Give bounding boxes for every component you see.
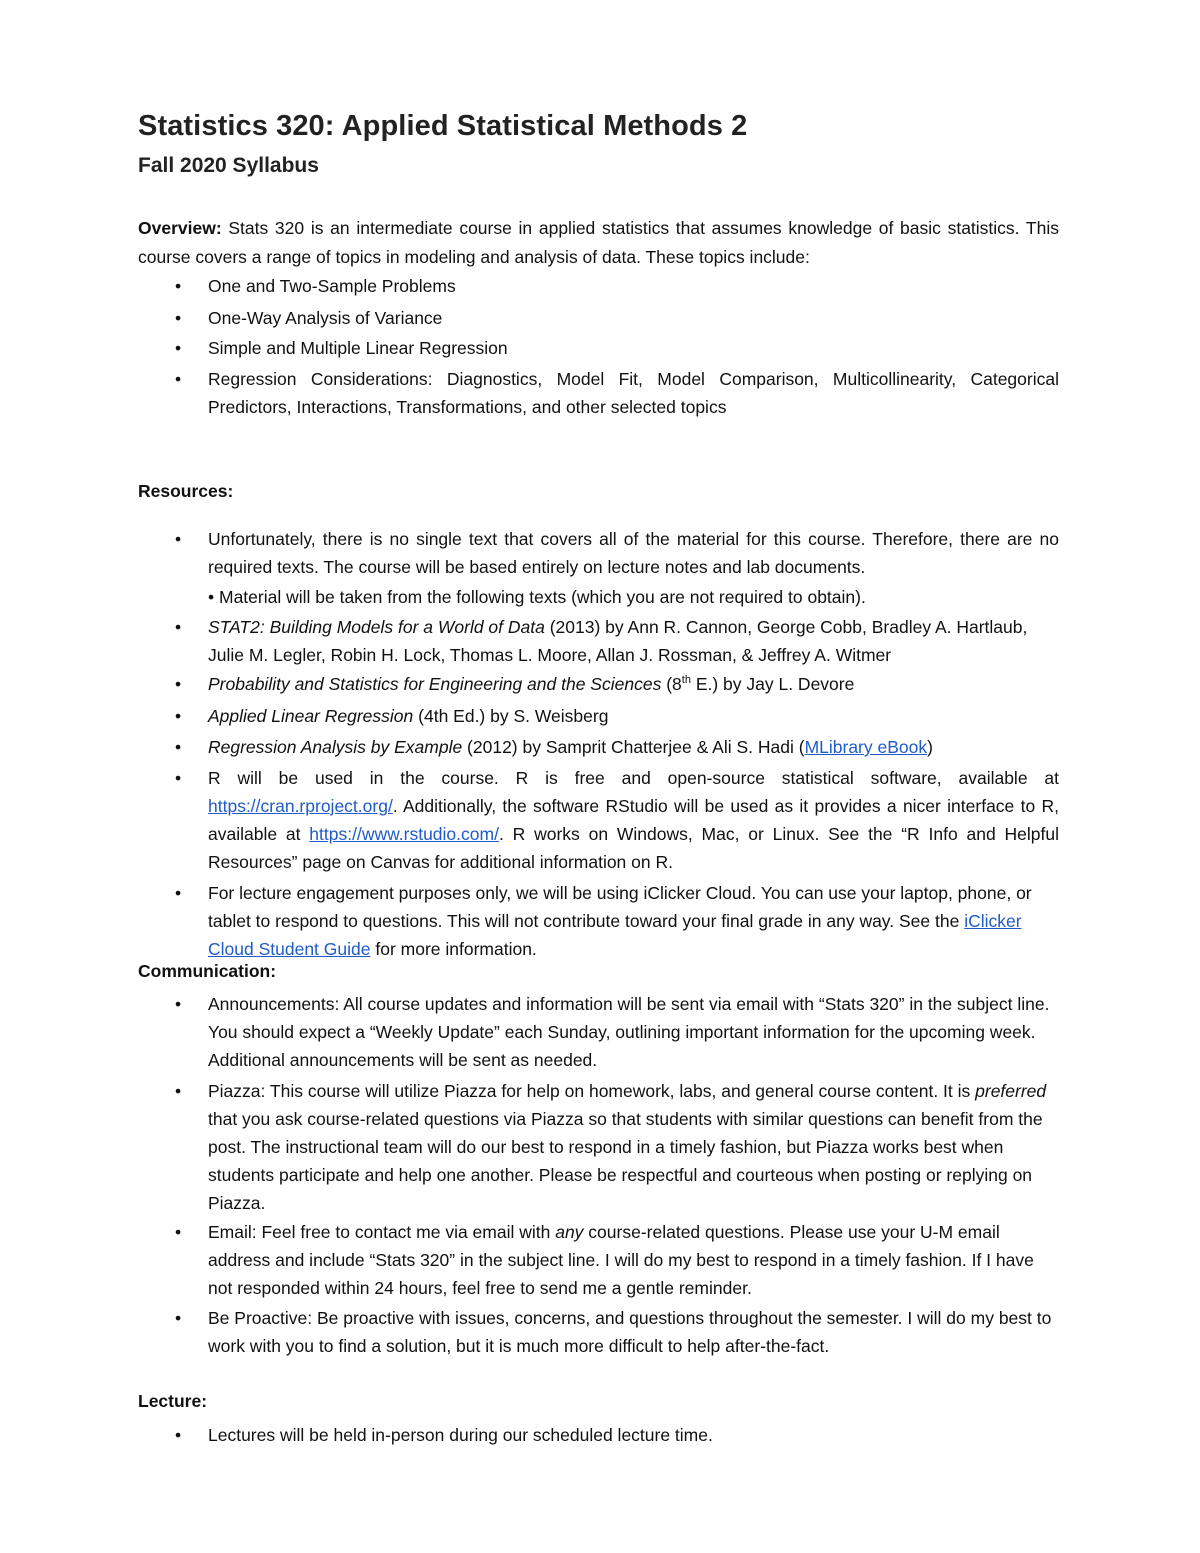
resources-heading: Resources:: [138, 481, 234, 501]
piazza-item: • Piazza: This course will utilize Piazza for help on homework, labs, and general course content. It is preferred that you ask course-related questions via Piazza so that students with similar questions can benefit from the post. The instructional team will do our best to respond in a timely fashion, but Piazza works best when students participate and help one another. Please be respectful and courteous when posting or replying on Piazza.: [175, 1077, 1059, 1217]
book-title: STAT2: Building Models for a World of Data: [208, 617, 545, 637]
iclicker-guide-link[interactable]: iClicker Cloud Student Guide: [208, 911, 1022, 959]
resources-sub-note: • Material will be taken from the following texts (which you are not required to obtain).: [208, 587, 866, 607]
bullet-icon: •: [175, 737, 182, 757]
lecture-item: • Lectures will be held in-person during our scheduled lecture time.: [175, 1421, 1059, 1449]
topic-item: • Regression Considerations: Diagnostics, Model Fit, Model Comparison, Multicollinearity, Categorical Predictors, Interactions, Transformations, and other selected topics: [175, 365, 1059, 421]
mlibrary-ebook-link[interactable]: MLibrary eBook: [804, 737, 928, 757]
topic-item: • One-Way Analysis of Variance: [175, 304, 1059, 332]
book-item: • Probability and Statistics for Engineering and the Sciences (8th E.) by Jay L. Devore: [175, 670, 1059, 698]
announcements-item: • Announcements: All course updates and information will be sent via email with “Stats 320” in the subject line. You should expect a “Weekly Update” each Sunday, outlining important information for the upcoming week. Additional announcements will be sent as needed.: [175, 990, 1059, 1074]
proactive-item: • Be Proactive: Be proactive with issues, concerns, and questions throughout the semester. I will do my best to work with you to find a solution, but it is much more difficult to help after-the-fact.: [175, 1304, 1059, 1360]
book-item: • Regression Analysis by Example (2012) by Samprit Chatterjee & Ali S. Hadi (MLibrary eBook): [175, 733, 1059, 761]
bullet-icon: •: [175, 1425, 182, 1445]
book-title: Regression Analysis by Example: [208, 737, 463, 757]
iclicker-item: • For lecture engagement purposes only, we will be using iClicker Cloud. You can use your laptop, phone, or tablet to respond to questions. This will not contribute toward your final grade in any way. See the iClicker Cloud Student Guide for more information.: [175, 879, 1059, 963]
book-title: Applied Linear Regression: [208, 706, 414, 726]
bullet-icon: •: [175, 338, 182, 358]
bullet-icon: •: [175, 1222, 182, 1242]
topic-item: • Simple and Multiple Linear Regression: [175, 334, 1059, 362]
email-item: • Email: Feel free to contact me via email with any course-related questions. Please use your U-M email address and include “Stats 320” in the subject line. I will do my best to respond in a timely fashion. If I have not responded within 24 hours, feel free to send me a gentle reminder.: [175, 1218, 1059, 1302]
page-title: Statistics 320: Applied Statistical Methods 2: [138, 110, 748, 142]
overview-paragraph: [138, 214, 1059, 271]
bullet-icon: •: [175, 883, 182, 903]
page-subtitle: Fall 2020 Syllabus: [138, 154, 319, 177]
bullet-icon: •: [175, 706, 182, 726]
bullet-icon: •: [175, 674, 182, 694]
resources-intro-item: • Unfortunately, there is no single text that covers all of the material for this course. Therefore, there are no required texts. The course will be based entirely on lecture notes and lab documents.: [175, 525, 1059, 581]
book-title: Probability and Statistics for Engineering and the Sciences: [208, 674, 662, 694]
bullet-icon: •: [175, 529, 182, 549]
r-software-item: • R will be used in the course. R is free and open-source statistical software, available at https://cran.rproject.org/. Additionally, the software RStudio will be used as it provides a nicer interface to R, available at https://www.rstudio.com/. R works on Windows, Mac, or Linux. See the “R Info and Helpful Resources” page on Canvas for additional information on R.: [175, 764, 1059, 876]
lecture-heading: Lecture:: [138, 1391, 208, 1411]
bullet-icon: •: [175, 994, 182, 1014]
communication-heading: Communication:: [138, 961, 277, 981]
bullet-icon: •: [175, 1081, 182, 1101]
topic-item: • One and Two-Sample Problems: [175, 272, 1059, 300]
bullet-icon: •: [175, 276, 182, 296]
bullet-icon: •: [175, 308, 182, 328]
book-item: • Applied Linear Regression (4th Ed.) by S. Weisberg: [175, 702, 1059, 730]
bullet-icon: •: [175, 768, 182, 788]
bullet-icon: •: [175, 1308, 182, 1328]
overview-label: Overview:: [138, 218, 222, 238]
cran-link[interactable]: https://cran.rproject.org/: [208, 796, 393, 816]
overview-text: Stats 320 is an intermediate course in applied statistics that assumes knowledge of basic statistics. This course covers a range of topics in modeling and analysis of data. These topics include:: [138, 218, 1059, 267]
rstudio-link[interactable]: https://www.rstudio.com/: [309, 824, 499, 844]
bullet-icon: •: [175, 369, 182, 389]
bullet-icon: •: [175, 617, 182, 637]
book-item: • STAT2: Building Models for a World of Data (2013) by Ann R. Cannon, George Cobb, Bradley A. Hartlaub, Julie M. Legler, Robin H. Lock, Thomas L. Moore, Allan J. Rossman, & Jeffrey A. Witmer: [175, 613, 1059, 669]
